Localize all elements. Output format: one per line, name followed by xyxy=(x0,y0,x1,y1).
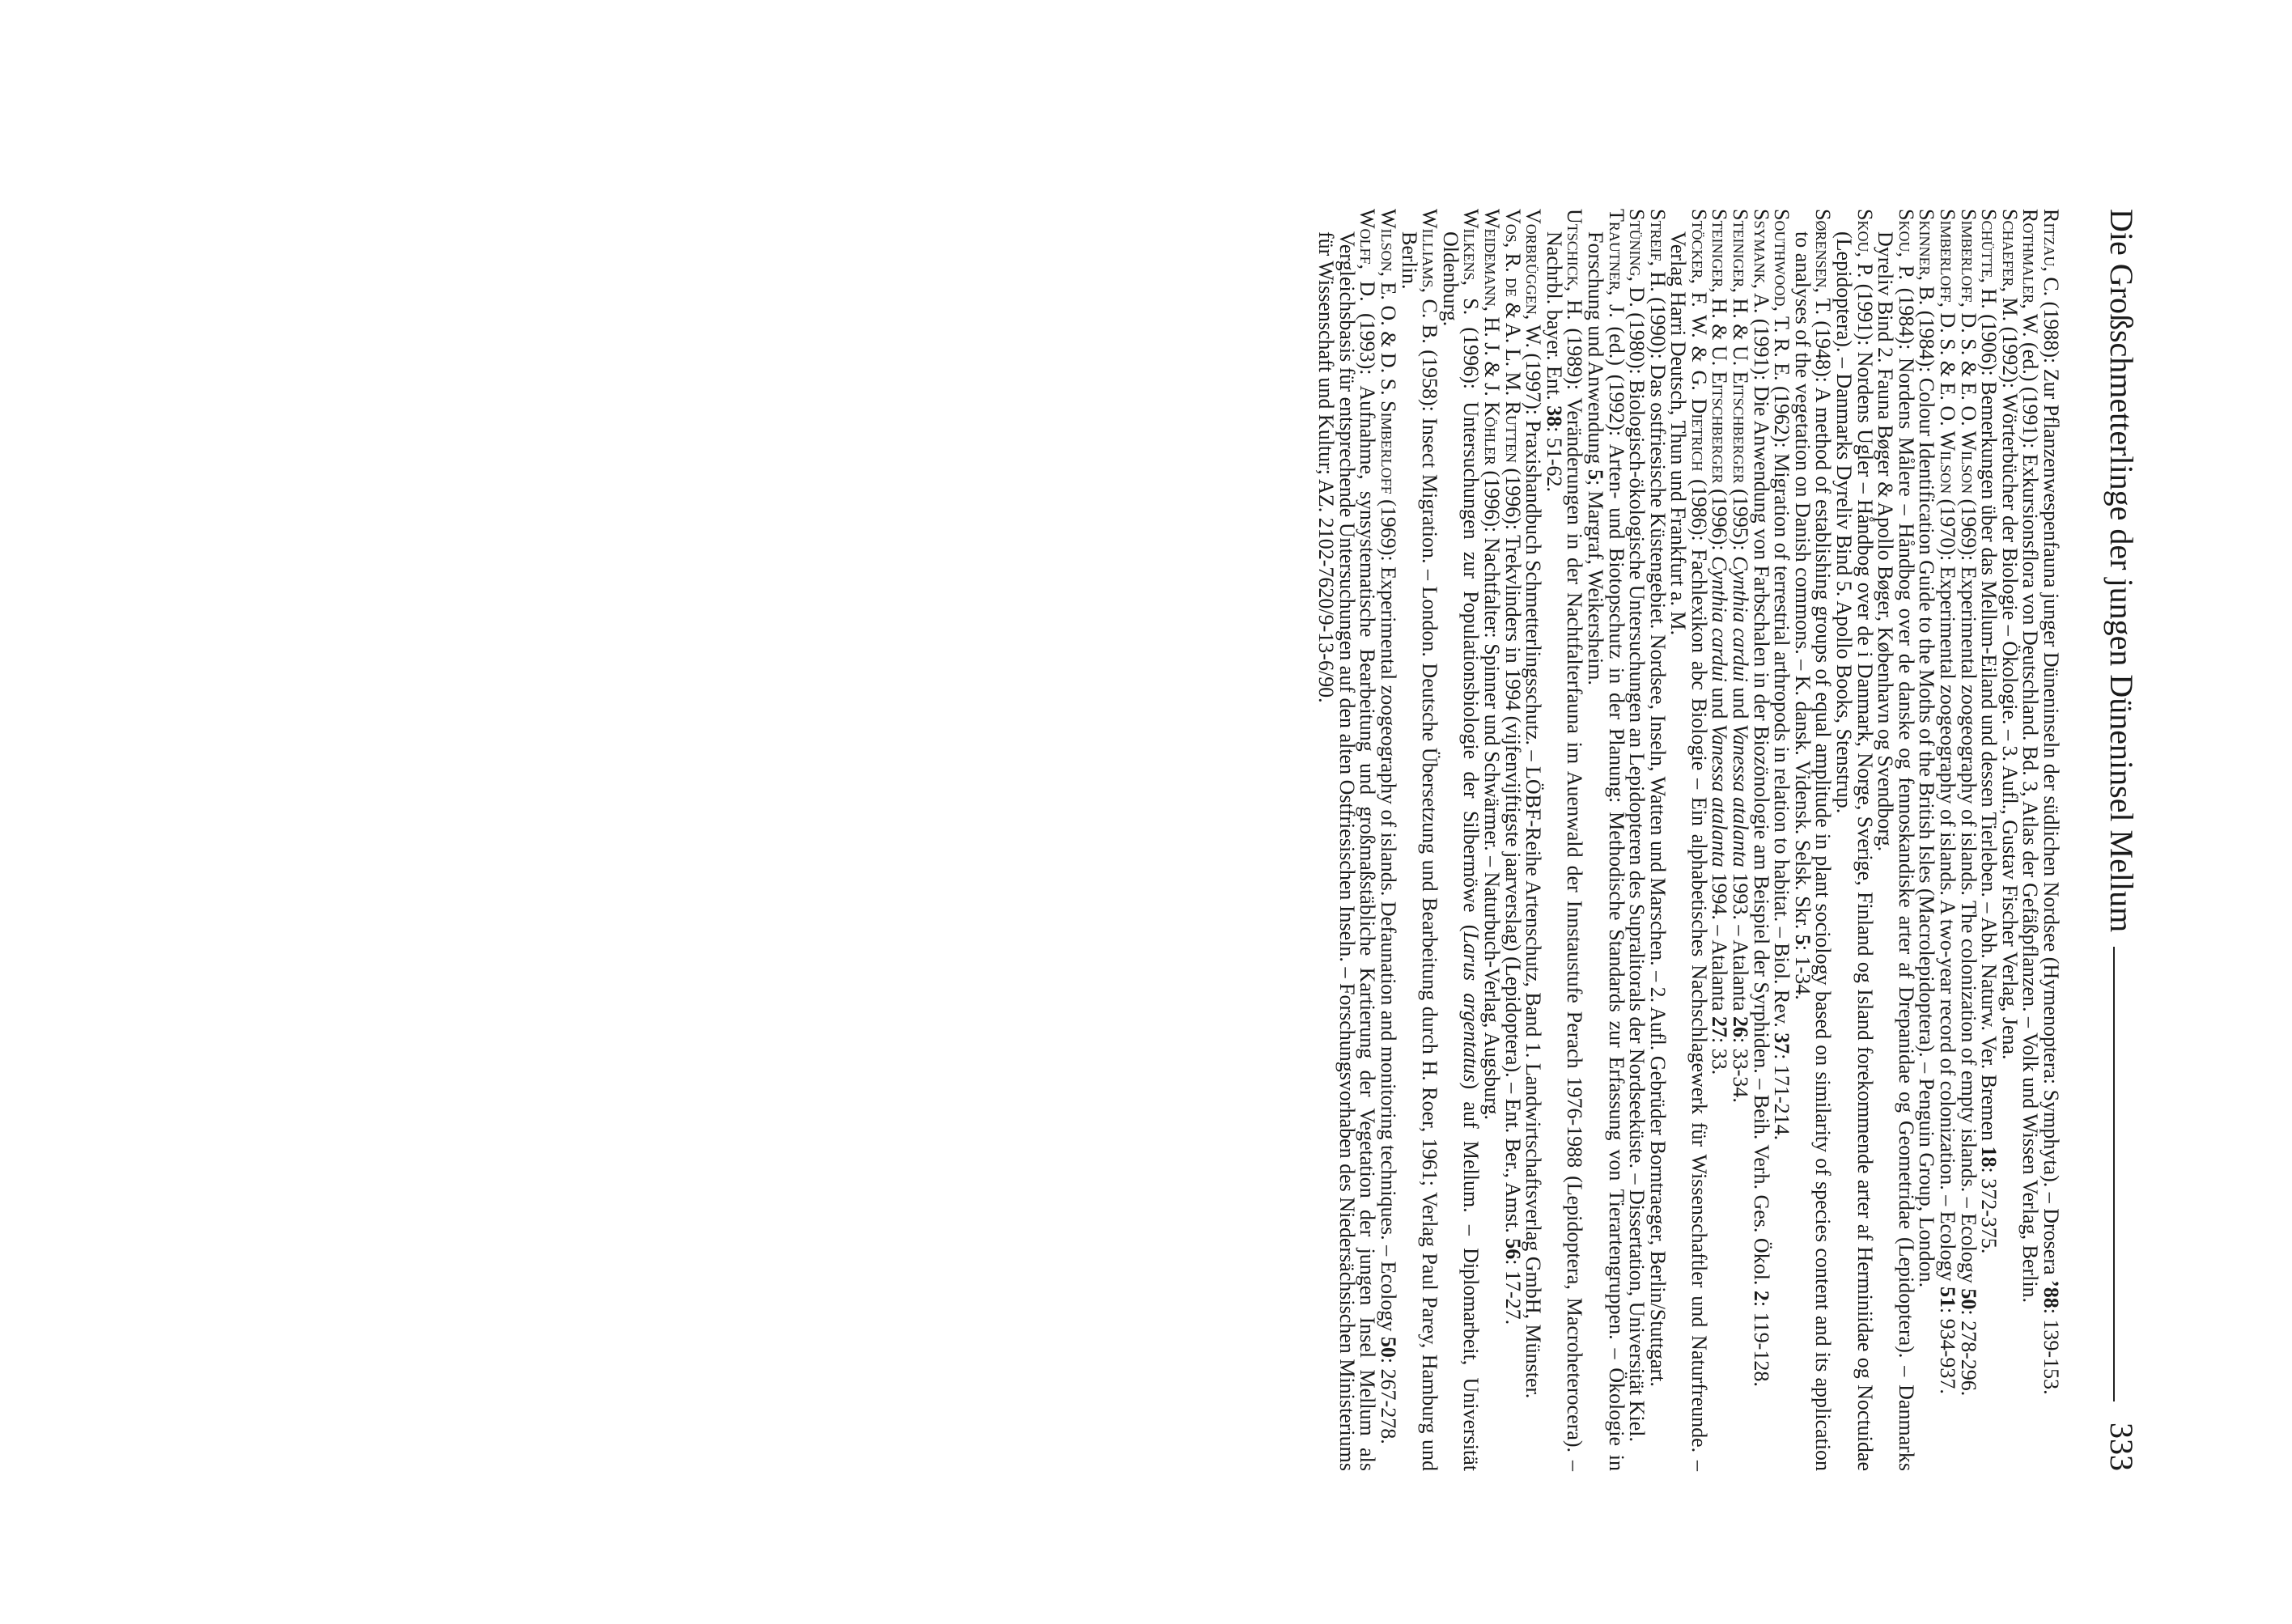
reference-entry xyxy=(1979,209,2000,1471)
reference-text: (1984): Colour Identification Guide to the Moths of the British Isles (Macrolepidoptera). – Penguin Group, London. xyxy=(1915,305,1939,1288)
running-header xyxy=(2102,209,2158,1471)
reference-taxon: Vanessa atalanta xyxy=(1729,723,1753,867)
reference-volume: 5 xyxy=(1790,934,1814,945)
rotated-text-block xyxy=(281,209,2158,1471)
reference-author: Simberloff, D. S. & E. O. Wilson xyxy=(1956,209,1980,494)
reference-author: Vorbrüggen, W. xyxy=(1522,209,1546,348)
reference-author: Skinner, B. xyxy=(1915,209,1939,306)
reference-entry xyxy=(1751,209,1772,1471)
reference-entry xyxy=(1502,209,1523,1471)
reference-text: (1984): Nordens Målere – Håndbog over de danske og fennoskandiske arter af Drepanidae og Geometridae (Lepidoptera). – Danmarks Dyreliv Bind 2. Fauna Bøger & Apollo Bøger, København og Svendborg. xyxy=(1874,231,1918,1471)
page-number: 333 xyxy=(2103,1423,2140,1471)
reference-entry xyxy=(1399,209,1440,1471)
reference-pages: : 17-27. xyxy=(1500,1259,1525,1325)
reference-author: Weidemann, H. J. & J. Köhler xyxy=(1479,209,1504,466)
reference-author: Stüning, D. xyxy=(1625,209,1649,307)
reference-volume: 51 xyxy=(1936,1286,1960,1308)
reference-pages: : 51-62. xyxy=(1542,426,1566,493)
reference-author: Steiniger, H. & U. Eitschberger xyxy=(1729,209,1753,484)
reference-text: und xyxy=(1708,681,1732,724)
reference-author: Wilkens, S. xyxy=(1459,209,1483,316)
reference-text: (1996): xyxy=(1708,483,1732,557)
reference-entry xyxy=(1523,209,1544,1471)
reference-author: Utschick, H. xyxy=(1563,209,1587,320)
reference-volume: 26 xyxy=(1729,1016,1753,1037)
reference-volume: 2 xyxy=(1749,1290,1773,1301)
reference-author: Stöcker, F. W. & G. Dietrich xyxy=(1687,209,1711,472)
reference-entry xyxy=(1832,209,1877,1471)
reference-pages: : 267-278. xyxy=(1377,1357,1400,1444)
reference-text: (1989): Veränderungen in der Nachtfalterfauna im Auenwald der Innstaustufe Perach 1976-1988 (Lepidoptera, Macroheterocera). – Nachrbl. bayer. Ent. xyxy=(1542,231,1587,1472)
reference-pages: : 139-153. xyxy=(2039,1308,2063,1395)
reference-author: Streif, H. xyxy=(1645,209,1670,292)
reference-volume: 18 xyxy=(1977,1146,2001,1168)
reference-volume: ’88 xyxy=(2039,1280,2063,1308)
reference-text: (1991): Nordens Ugler – Håndbog over de i Danmark, Norge, Sverige, Finland og Island forekommende arter af Herminiidae og Noctuidae (Lepidoptera). – Danmarks Dyreliv Bind 5. Apollo Books, Stenstrup. xyxy=(1832,231,1877,1471)
reference-author: Rothmaler, W. xyxy=(2018,209,2043,337)
reference-text: (1990): Das ostfriesische Küstengebiet. Nordsee, Inseln, Watten und Marschen. – 2. Aufl. Gebrüder Borntraeger, Berlin/Stuttgart. xyxy=(1645,291,1670,1387)
reference-entry xyxy=(1481,209,1502,1471)
reference-volume: 50 xyxy=(1956,1288,1980,1310)
reference-entry xyxy=(1730,209,1751,1471)
reference-author: Vos, R. de & A. L. M. Rutten xyxy=(1500,209,1525,464)
reference-pages: : 934-937. xyxy=(1936,1307,1960,1394)
reference-pages: : 372-375. xyxy=(1977,1167,2001,1254)
reference-pages: : 278-296. xyxy=(1956,1309,1980,1397)
reference-text: (1970): Experimental zoogeography of islands. A two-year record of colonization. – Ecology xyxy=(1936,494,1960,1287)
reference-author: Wolff, D. xyxy=(1356,209,1380,302)
reference-author: Sørensen, T. xyxy=(1811,209,1836,316)
reference-author: Williams, C. B. xyxy=(1418,209,1442,344)
reference-text: 1993. – Atalanta xyxy=(1729,867,1753,1016)
reference-pages: : 171-214. xyxy=(1770,1054,1794,1141)
reference-taxon: Vanessa atalanta xyxy=(1708,723,1732,867)
reference-taxon: Cynthia cardui xyxy=(1729,556,1753,682)
reference-entry xyxy=(1316,209,1378,1471)
reference-entry xyxy=(2040,209,2061,1471)
reference-text: (1969): Experimental zoogeography of islands. The colonization of empty islands. – Ecology xyxy=(1956,494,1980,1289)
reference-entry xyxy=(1937,209,1958,1471)
reference-entry xyxy=(1440,209,1481,1471)
reference-entry xyxy=(1668,209,1709,1471)
reference-text: und xyxy=(1729,681,1753,724)
reference-author: Ritzau, C. xyxy=(2039,209,2063,297)
reference-text: (1906): Bemerkungen über das Mellum-Eiland und dessen Tierleben. – Abh. Naturw. Ver. Bremen xyxy=(1977,308,2001,1147)
reference-pages: : 33. xyxy=(1708,1037,1732,1075)
reference-entry xyxy=(1999,209,2020,1471)
reference-author: Steiniger, H. & U. Eitschberger xyxy=(1708,209,1732,484)
reference-entry xyxy=(1627,209,1648,1471)
reference-author: Wilson, E. O. & D. S. Simberloff xyxy=(1377,209,1400,494)
reference-text: (ed.) (1992): Arten- und Biotopschutz in der Planung: Methodische Standards zur Erfassung von Tierartengruppen. – Ökologie in Forschung und Anwendung xyxy=(1583,231,1628,1472)
reference-text: (1948): A method of establishing groups of equal amplitude in plant sociology based on similarity of species content and its application to analyses of the vegetation on Danish commons. – K. dansk. Vidensk. Selsk. Skr. xyxy=(1790,231,1836,1472)
reference-text: (1995): xyxy=(1729,483,1753,557)
reference-author: Trautner, J. xyxy=(1604,209,1628,318)
reference-text: ) auf Mellum. – Diplomarbeit, Universität Oldenburg. xyxy=(1438,231,1483,1471)
reference-author: Ssymank, A. xyxy=(1749,209,1773,314)
reference-volume: 38 xyxy=(1542,405,1566,427)
reference-pages: ; Margraf, Weikersheim. xyxy=(1583,479,1607,685)
reference-author: Skou, P. xyxy=(1894,209,1918,280)
reference-text: (1991): Die Anwendung von Farbschalen in der Biozönologie am Beispiel der Syrphiden. – Beih. Verh. Ges. Ökol. xyxy=(1749,313,1773,1291)
reference-text: (1996): Untersuchungen zur Populationsbiologie der Silbermöwe ( xyxy=(1459,315,1483,932)
reference-volume: 37 xyxy=(1770,1032,1794,1054)
reference-author: Schütte, H. xyxy=(1977,209,2001,309)
reference-entry xyxy=(1543,209,1585,1471)
header-rule xyxy=(2113,947,2115,1401)
reference-entry xyxy=(1647,209,1668,1471)
reference-entry xyxy=(1377,209,1399,1471)
reference-author: Skou, P. xyxy=(1853,209,1877,278)
running-title: Die Großschmetterlinge der jungen Düneninsel Mellum xyxy=(2103,209,2140,933)
reference-text: (1980): Biologisch-ökologische Untersuchungen an Lepidopteren des Supralitorals der Nordseeküste. – Dissertation, Universität Kiel. xyxy=(1625,307,1649,1442)
reference-taxon: Larus argentatus xyxy=(1459,931,1483,1083)
reference-entry xyxy=(2020,209,2041,1471)
reference-entry xyxy=(1709,209,1730,1471)
reference-author: Simberloff, D. S. & E. O. Wilson xyxy=(1936,209,1960,494)
reference-text: (1996): Nachtfalter: Spinner und Schwärmer. – Naturbuch-Verlag, Augsburg. xyxy=(1479,465,1504,1120)
reference-text: (1962): Migration of terrestrial arthropods in relation to habitat. – Biol. Rev. xyxy=(1770,380,1794,1033)
reference-volume: 5 xyxy=(1583,469,1607,480)
reference-pages: : 119-128. xyxy=(1749,1300,1773,1387)
reference-volume: 50 xyxy=(1377,1336,1400,1358)
reference-text: (1958): Insect Migration. – London. Deutsche Übersetzung und Bearbeitung durch H. Roer, 1961; Verlag Paul Parey, Hamburg und Berlin. xyxy=(1397,231,1442,1471)
reference-entry xyxy=(1790,209,1836,1472)
reference-list xyxy=(1316,209,2061,1471)
reference-entry xyxy=(1585,209,1626,1471)
reference-author: Southwood, T. R. E. xyxy=(1770,209,1794,381)
reference-text: (ed.) (1991): Exkursionsflora von Deutschland. Bd. 3, Atlas der Gefäßpflanzen. – Volk und Wissen Verlag, Berlin. xyxy=(2018,337,2043,1304)
reference-author: Schaefer, M. xyxy=(1997,209,2022,322)
reference-pages: : 1-34. xyxy=(1790,944,1814,1000)
reference-volume: 27 xyxy=(1708,1016,1732,1037)
reference-text: (1997): Praxishandbuch Schmetterlingsschutz. – LÖBF-Reihe Artenschutz, Band 1. Landwirtschaftsverlag GmbH, Münster. xyxy=(1522,347,1546,1399)
reference-taxon: Cynthia cardui xyxy=(1708,556,1732,682)
reference-volume: 56 xyxy=(1500,1238,1525,1260)
reference-entry xyxy=(1875,209,1916,1471)
reference-text: (1969): Experimental zoogeography of islands. Defaunation and monitoring techniques. – Ecology xyxy=(1377,494,1400,1337)
reference-text: (1993): Aufnahme, synsystematische Bearbeitung und großmaßstäbliche Kartierung der Vegetation der jungen Insel Mellum als Vergleichsbasis für entsprechende Untersuchungen auf den alten Ostfriesischen Inseln. – Forschungsvorhaben des Niedersächsischen Ministeriums für Wissenschaft und Kultur; AZ. 2102-7620/9-13-6/90. xyxy=(1314,231,1380,1471)
reference-text: (1988): Zur Pflanzenwespenfauna junger Düneninseln der südlichen Nordsee (Hymenoptera: Symphyta). – Drosera xyxy=(2039,296,2063,1281)
reference-text: (1996): Trekvlinders in 1994 (vijfenvijftigste jaarverslag) (Lepidoptera). – Ent. Ber., Amst. xyxy=(1500,463,1525,1239)
reference-pages: : 33-34. xyxy=(1729,1037,1753,1103)
reference-entry xyxy=(1772,209,1793,1471)
reference-text: (1986): Fachlexikon abc Biologie – Ein alphabetisches Nachschlagewerk für Wissenschaftler und Naturfreunde. – Verlag Harri Deutsch, Thun und Frankfurt a. M. xyxy=(1666,231,1711,1471)
reference-entry xyxy=(1916,209,1938,1471)
reference-text: (1992): Wörterbücher der Biologie – Ökologie. – 3. Aufl., Gustav Fischer Verlag, Jena. xyxy=(1997,321,2022,1060)
reference-text: 1994. – Atalanta xyxy=(1708,867,1732,1016)
reference-entry xyxy=(1958,209,1979,1471)
